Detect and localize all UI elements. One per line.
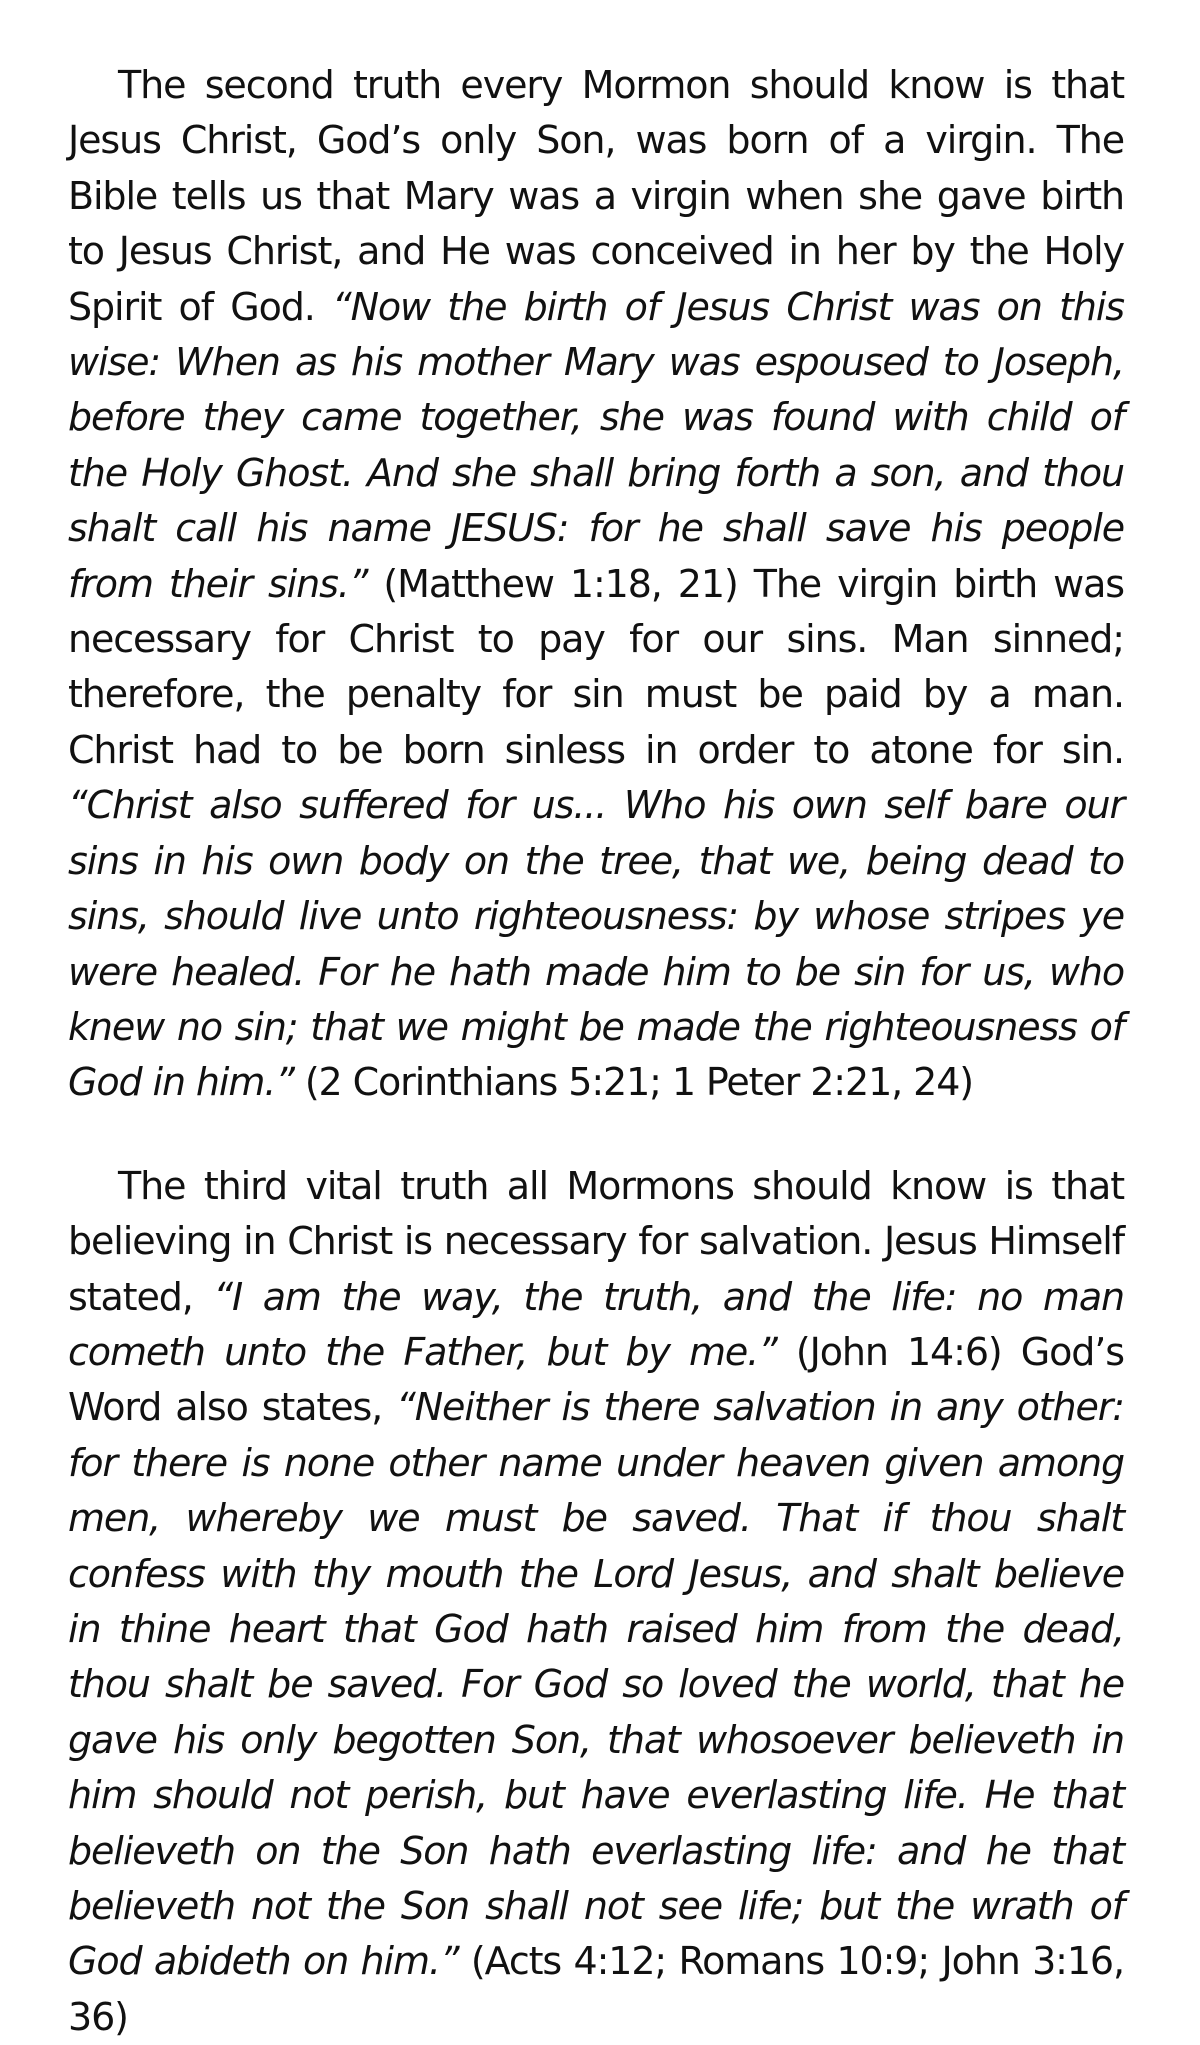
scripture-quote: “I am the way, the truth, and the life: no man cometh unto the Father, but by me.” [68, 1274, 1124, 1374]
scripture-quote: “Christ also suffered for us... Who his own self bare our sins in his own body on the tree, that we, being dead to sins, should live unto righteousness: by whose stripes ye were healed. For he hath made him to be sin for us, who knew no sin; that we might be made the righteousness of God in him.” [68, 783, 1124, 1105]
document-page [68, 58, 1124, 2045]
paragraph-third-truth [68, 1159, 1124, 2045]
scripture-reference: (2 Corinthians 5:21; 1 Peter 2:21, 24) [293, 1060, 973, 1105]
scripture-quote: “Neither is there salvation in any other: for there is none other name under heaven given among men, whereby we must be saved. That if thou shalt confess with thy mouth the Lord Jesus, and shalt believe in thine heart that God hath raised him from the dead, thou shalt be saved. For God so loved the world, that he gave his only begotten Son, that whosoever believeth in him should not perish, but have everlasting life. He that believeth on the Son hath everlasting life: and he that believeth not the Son shall not see life; but the wrath of God abideth on him.” [68, 1385, 1125, 1984]
scripture-quote: “Now the birth of Jesus Christ was on this wise: When as his mother Mary was espoused to Joseph, before they came together, she was found with child of the Holy Ghost. And she shall bring forth a son, and thou shalt call his name JESUS: for he shall save his people from their sins.” [68, 284, 1125, 606]
text-segment: (John 14:6) God’s Word also states, [68, 1329, 1124, 1430]
text-segment: The second truth every Mormon should know is that Jesus Christ, God’s only Son, was born of a virgin. The Bible tells us that Mary was a virgin when she gave birth to Jesus Christ, and He was conceived in her by the Holy Spirit of God. [68, 63, 1124, 329]
paragraph-second-truth [68, 58, 1124, 1111]
scripture-reference: (Acts 4:12; Romans 10:9; John 3:16, 36) [68, 1939, 1124, 2039]
text-segment: The third vital truth all Mormons should know is that believing in Christ is necessary for salvation. Jesus Himself stated, [68, 1163, 1124, 1319]
text-segment: (Matthew 1:18, 21) The virgin birth was necessary for Christ to pay for our sins. Man sinned; therefore, the penalty for sin must be paid by a man. Christ had to be born sinless in order to atone for sin. [68, 561, 1124, 772]
